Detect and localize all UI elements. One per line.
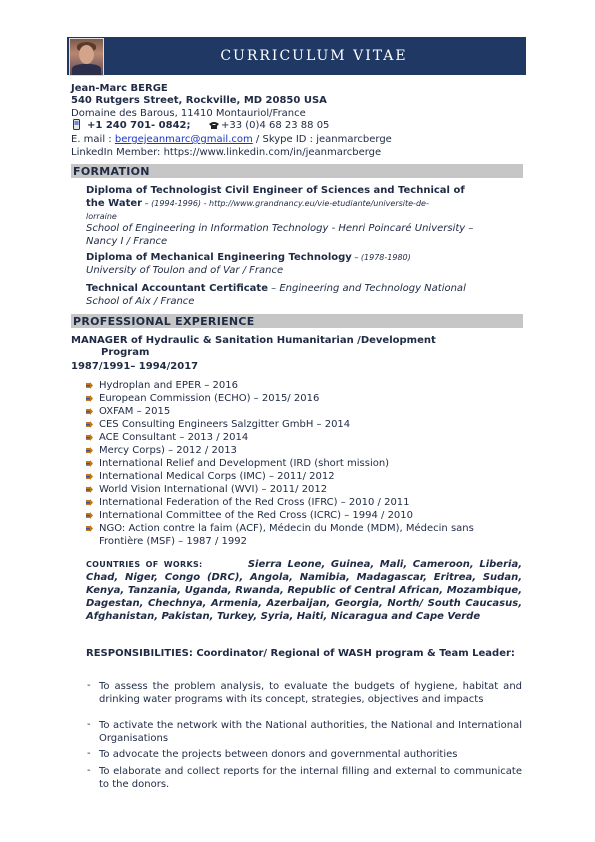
certificate-school: – Engineering and Technology National (267, 283, 466, 294)
diploma-1-school: School of Engineering in Information Technology - Henri Poincaré University – (86, 223, 474, 234)
role-period: 1987/1991– 1994/2017 (71, 361, 199, 372)
employer-item: International Medical Corps (IMC) – 2011/ 2012 (99, 471, 335, 482)
task-item: To elaborate and collect reports for the internal filling and external to communicate to the donors. (99, 766, 522, 790)
mobile-phone-icon (73, 119, 80, 130)
task-dash: - (87, 680, 91, 691)
employer-item: European Commission (ECHO) – 2015/ 2016 (99, 393, 320, 404)
employer-item: International Committee of the Red Cross (ICRC) – 1994 / 2010 (99, 510, 414, 521)
task-item: To advocate the projects between donors and governmental authorities (99, 749, 458, 760)
bullet-arrow-icon (86, 460, 93, 467)
bullet-arrow-icon (86, 447, 93, 454)
diploma-2-title: Diploma of Mechanical Engineering Technology (86, 252, 352, 263)
employer-item: International Federation of the Red Cross (IFRC) – 2010 / 2011 (99, 497, 410, 508)
bullet-arrow-icon (86, 473, 93, 480)
employer-item: World Vision International (WVI) – 2011/ 2012 (99, 484, 328, 495)
section-experience (71, 314, 523, 328)
contact-phone-us: +1 240 701- 0842; (87, 120, 191, 131)
bullet-arrow-icon (86, 434, 93, 441)
telephone-icon (208, 121, 220, 129)
employer-item: Hydroplan and EPER – 2016 (99, 380, 238, 391)
email-link[interactable]: bergejeanmarc@gmail.com (114, 134, 253, 145)
page-title: CURRICULUM VITAE (220, 48, 408, 64)
diploma-1-school-cont: Nancy I / France (86, 236, 168, 247)
skype-id: / Skype ID : jeanmarcberge (252, 134, 392, 145)
diploma-1-line2: the Water – (1994-1996) - http://www.grandnancy.eu/vie-etudiante/universite-de- (86, 198, 429, 209)
bullet-arrow-icon (86, 395, 93, 402)
email-label: E. mail : (71, 134, 112, 145)
certificate-title: Technical Accountant Certificate (86, 283, 268, 294)
contact-linkedin: LinkedIn Member: https://www.linkedin.com/in/jeanmarcberge (71, 147, 382, 158)
diploma-1-dates: – (1994-1996) - http://www.grandnancy.eu/vie-etudiante/universite-de- (142, 199, 429, 208)
bullet-arrow-icon (86, 486, 93, 493)
bullet-arrow-icon (86, 499, 93, 506)
section-title: PROFESSIONAL EXPERIENCE (73, 315, 255, 328)
diploma-2-dates: – (1978-1980) (351, 253, 411, 262)
section-formation (71, 164, 523, 178)
contact-address-us: 540 Rutgers Street, Rockville, MD 20850 USA (71, 95, 327, 106)
diploma-2-school: University of Toulon and of Var / France (86, 265, 284, 276)
employer-item: Mercy Corps) – 2012 / 2013 (99, 445, 237, 456)
contact-name: Jean-Marc BERGE (71, 83, 168, 94)
countries-list: Sierra Leone, Guinea, Mali, Cameroon, Liberia, Chad, Niger, Congo (DRC), Angola, Namibia, Madagascar, Eritrea, Sudan, Kenya, Tanzania, Uganda, Rwanda, Republic of Central African, Mozambique, Dagestan, Chechnya, Armenia, Azerbaijan, Georgia, North/ South Caucasus, Afghanistan, Pakistan, Turkey, Syria, Haiti, Nicaragua and Cape Verde (86, 559, 522, 622)
task-dash: - (87, 719, 91, 730)
bullet-arrow-icon (86, 512, 93, 519)
contact-address-fr: Domaine des Barous, 11410 Montauriol/France (71, 108, 306, 119)
task-item: To activate the network with the National authorities, the National and International Organisations (99, 720, 522, 744)
bullet-arrow-icon (86, 421, 93, 428)
employer-item: CES Consulting Engineers Salzgitter GmbH – 2014 (99, 419, 351, 430)
contact-phone-fr: +33 (0)4 68 23 88 05 (221, 120, 330, 131)
role-title-cont: Program (101, 347, 150, 358)
diploma-1-url-cont: lorraine (86, 212, 117, 221)
task-dash: - (87, 748, 91, 759)
countries-of-works (86, 558, 522, 623)
profile-photo (69, 38, 104, 76)
diploma-1-title: Diploma of Technologist Civil Engineer of Sciences and Technical of (86, 185, 465, 196)
responsibilities-heading: RESPONSIBILITIES: Coordinator/ Regional of WASH program & Team Leader: (86, 648, 515, 659)
employer-item: OXFAM – 2015 (99, 406, 171, 417)
countries-label: COUNTRIES OF WORKS: (86, 560, 203, 569)
task-dash: - (87, 765, 91, 776)
task-item: To assess the problem analysis, to evaluate the budgets of hygiene, habitat and drinking water programs with its concept, strategies, objectives and impacts (99, 681, 522, 705)
employer-item: NGO: Action contre la faim (ACF), Médecin du Monde (MDM), Médecin sans (99, 523, 474, 534)
employer-item: ACE Consultant – 2013 / 2014 (99, 432, 249, 443)
bullet-arrow-icon (86, 408, 93, 415)
contact-email-line (71, 134, 392, 146)
section-title: FORMATION (73, 165, 150, 178)
role-title: MANAGER of Hydraulic & Sanitation Humanitarian /Development (71, 335, 436, 346)
diploma-2-title-line (86, 252, 411, 264)
employer-item: Frontière (MSF) – 1987 / 1992 (99, 536, 247, 547)
employer-item: International Relief and Development (IRD (short mission) (99, 458, 390, 469)
certificate-school-cont: School of Aix / France (86, 296, 195, 307)
bullet-arrow-icon (86, 525, 93, 532)
bullet-arrow-icon (86, 382, 93, 389)
certificate-line (86, 283, 466, 295)
